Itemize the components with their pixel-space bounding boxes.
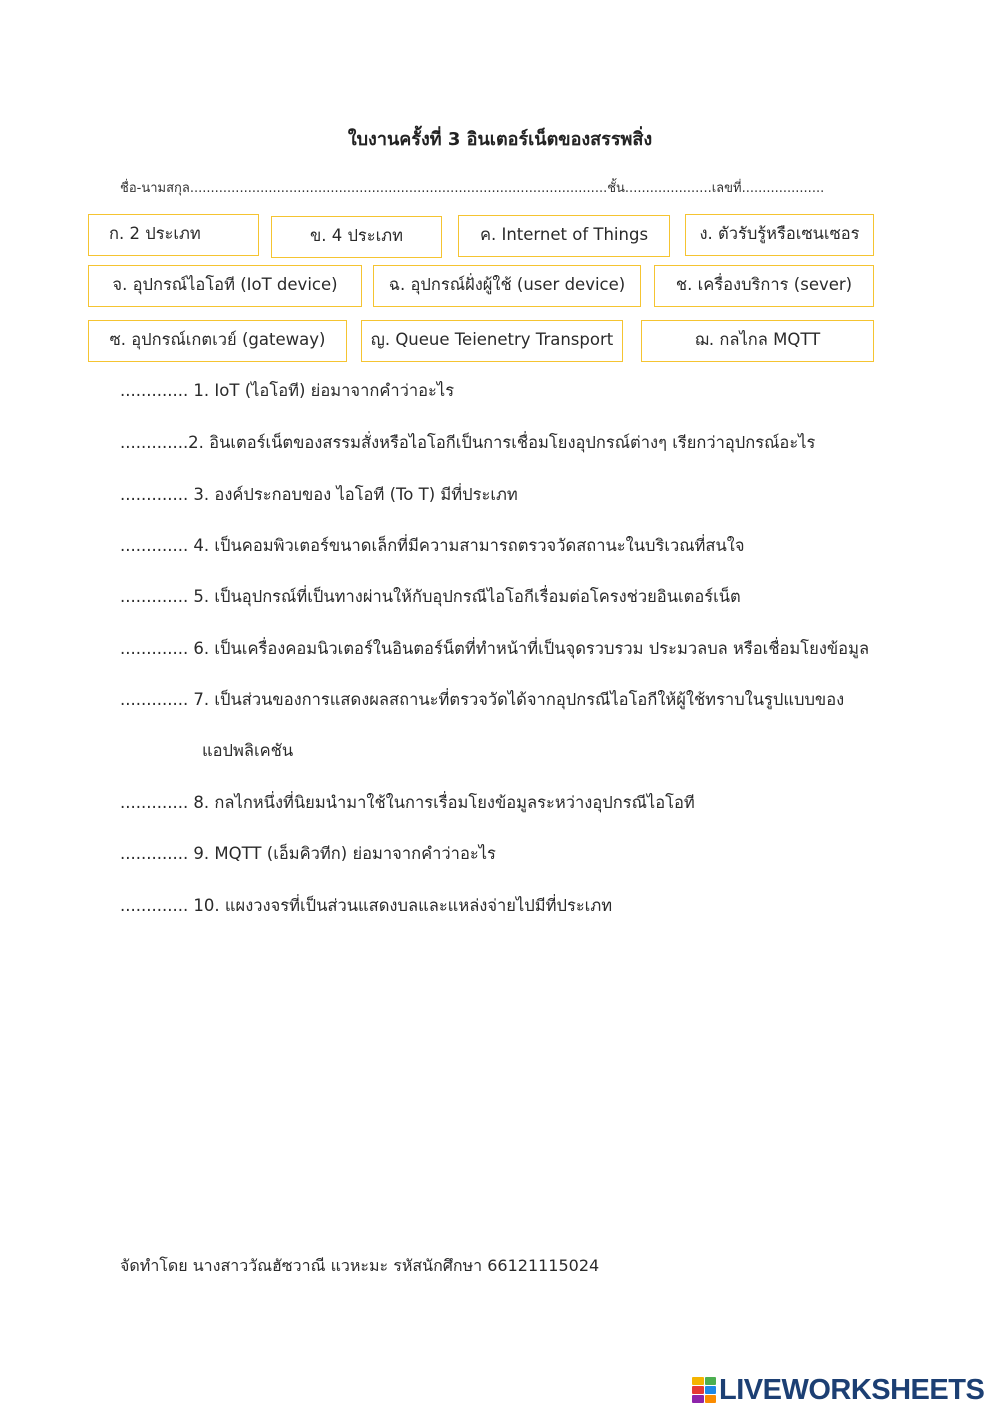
choice-box-kho-khwai[interactable]: ค. Internet of Things xyxy=(458,215,670,257)
choice-box-so[interactable]: ซ. อุปกรณ์เกตเวย์ (gateway) xyxy=(88,320,347,362)
liveworksheets-logo-text: LIVEWORKSHEETS xyxy=(719,1373,985,1406)
question-7-continuation: แอปพลิเคชัน xyxy=(202,741,294,760)
question-1: ............. 1. IoT (ไอโอที) ย่อมาจากคำว่าอะไร xyxy=(120,381,455,400)
choice-box-chho-choe[interactable]: ฌ. กลไกล MQTT xyxy=(641,320,874,362)
student-info-line: ชื่อ-นามสกุล.....................................................................................................ชั้น.....................เลขที่.................... xyxy=(120,181,825,196)
question-4: ............. 4. เป็นคอมพิวเตอร์ขนาดเล็กที่มีความสามารถตรวจวัดสถานะในบริเวณที่สนใจ xyxy=(120,536,745,555)
question-9: ............. 9. MQTT (เอ็มคิวทีก) ย่อมาจากคำว่าอะไร xyxy=(120,844,496,863)
question-5: ............. 5. เป็นอุปกรณ์ที่เป็นทางผ่านให้กับอุปกรณีไอโอกีเรื่อมต่อโครงช่วยอินเตอร์เน็ต xyxy=(120,587,741,606)
question-2: .............2. อินเตอร์เน็ตของสรรมสั่งหรือไอโอกีเป็นการเชื่อมโยงอุปกรณ์ต่างๆ เรียกว่าอุปกรณ์อะไร xyxy=(120,433,816,452)
worksheet-title: ใบงานครั้งที่ 3 อินเตอร์เน็ตของสรรพสิ่ง xyxy=(347,129,653,150)
question-7: ............. 7. เป็นส่วนของการแสดงผลสถานะที่ตรวจวัดได้จากอุปกรณีไอโอกีให้ผู้ใช้ทราบในรูปแบบของ xyxy=(120,690,845,709)
choice-box-chho[interactable]: ฉ. อุปกรณ์ฝั่งผู้ใช้ (user device) xyxy=(373,265,641,307)
choice-box-ngo[interactable]: ง. ตัวรับรู้หรือเซนเซอร xyxy=(685,214,874,256)
choice-box-yo[interactable]: ญ. Queue Teienetry Transport xyxy=(361,320,623,362)
liveworksheets-logo[interactable] xyxy=(692,1374,984,1406)
question-8: ............. 8. กลไกหนึ่งที่นิยมนำมาใช้ในการเรื่อมโยงข้อมูลระหว่างอุปกรณีไอโอที xyxy=(120,793,695,812)
question-10: ............. 10. แผงวงจรที่เป็นส่วนแสดงบลและแหล่งจ่ายไปมีที่ประเภท xyxy=(120,896,613,915)
question-6: ............. 6. เป็นเครื่องคอมนิวเตอร์ในอินตอร์น็ตที่ทำหน้าที่เป็นจุดรวบรวม ประมวลบล หรือเชื่อมโยงข้อมูล xyxy=(120,639,870,658)
author-footer: จัดทำโดย นางสาววัณฮัซวาณี แวหะมะ รหัสนักศึกษา 66121115024 xyxy=(120,1256,600,1275)
liveworksheets-logo-icon xyxy=(692,1377,716,1403)
question-3: ............. 3. องค์ประกอบของ ไอโอที (To T) มีที่ประเภท xyxy=(120,485,518,504)
choice-box-ko[interactable]: ก. 2 ประเภท xyxy=(88,214,259,256)
choice-box-cho[interactable]: จ. อุปกรณ์ไอโอที (IoT device) xyxy=(88,265,362,307)
choice-box-kho[interactable]: ข. 4 ประเภท xyxy=(271,216,442,258)
choice-box-cho-chang[interactable]: ช. เครื่องบริการ (sever) xyxy=(654,265,874,307)
